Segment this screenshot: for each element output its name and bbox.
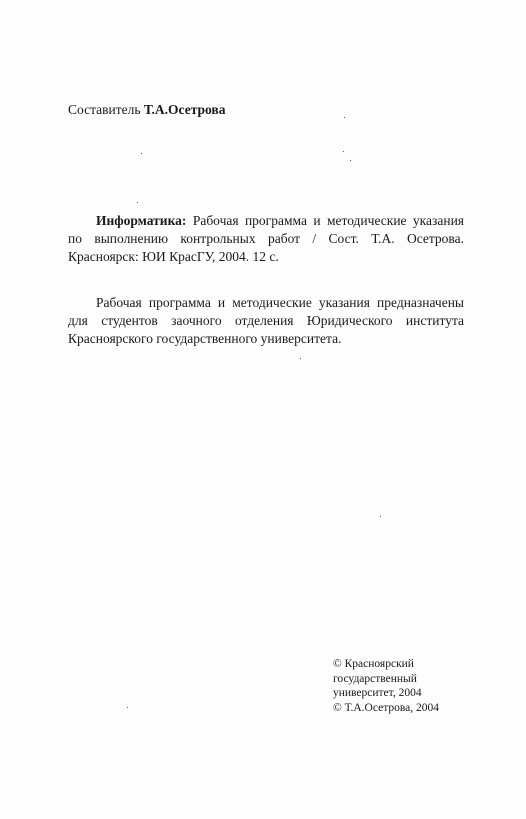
scan-speck: [141, 153, 142, 154]
compiler-name: Т.А.Осетрова: [143, 102, 226, 117]
compiler-line: [68, 102, 225, 118]
annotation-text: Рабочая программа и методические указания по выполнению контрольных работ / Сост. Т.А. Осетрова. Красноярск: ЮИ КрасГУ, 2004. 12 с.: [68, 213, 464, 264]
bibliographic-annotation: [68, 212, 464, 266]
purpose-text: Рабочая программа и методические указания предназначены для студентов заочного отделения Юридического института Красноярского государственного университета.: [68, 295, 464, 346]
scan-speck: [127, 707, 128, 708]
scan-speck: [137, 202, 138, 203]
compiler-label: Составитель: [68, 102, 141, 117]
purpose-paragraph: [68, 294, 464, 348]
copyright-line-4: © Т.А.Осетрова, 2004: [333, 701, 439, 714]
annotation-subject: Информатика:: [96, 213, 187, 228]
copyright-line-3: университет, 2004: [333, 687, 422, 699]
scan-speck: [380, 516, 381, 517]
scan-speck: [300, 358, 301, 359]
scan-speck: [343, 151, 344, 152]
scan-speck: [344, 117, 345, 118]
copyright-line-1: © Красноярский: [333, 658, 414, 670]
copyright-line-2: государственный: [333, 672, 417, 685]
scan-speck: [350, 160, 351, 161]
copyright-block: [333, 657, 473, 715]
